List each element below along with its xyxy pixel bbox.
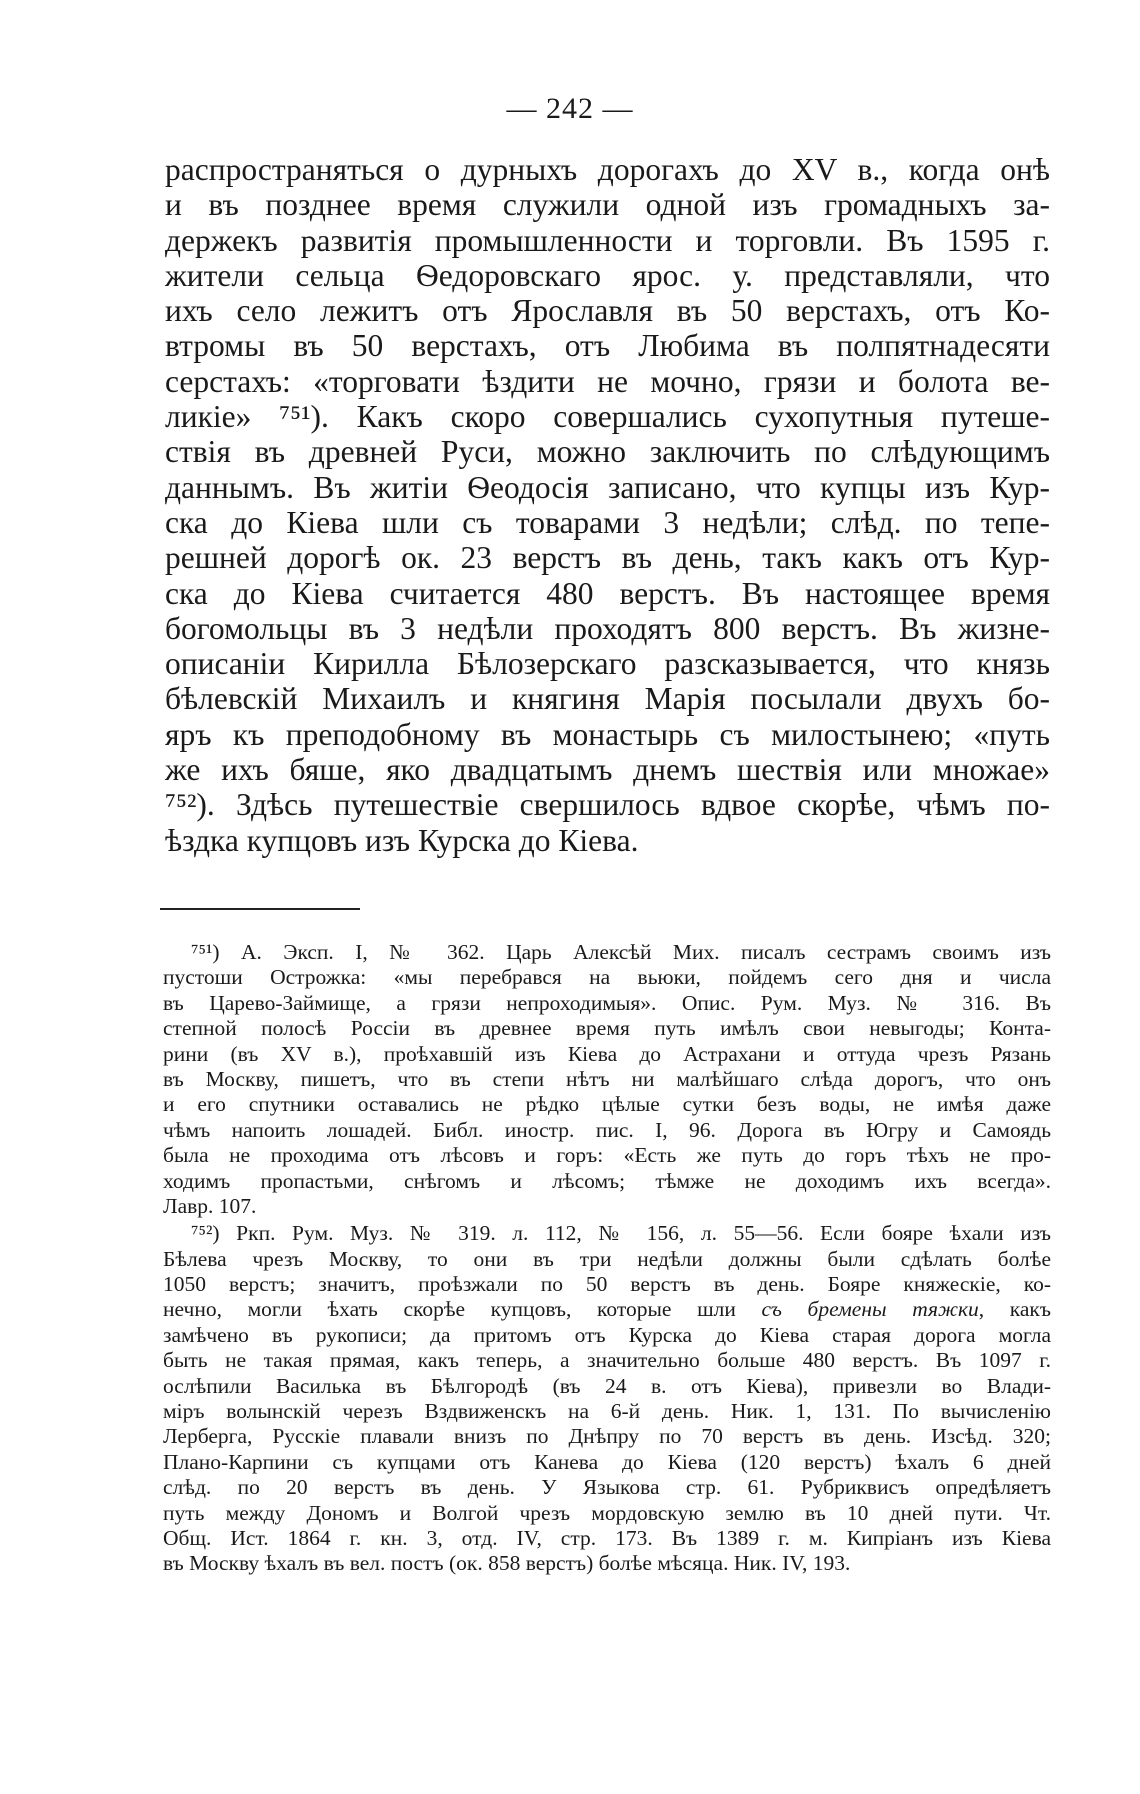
footnote-line: и его спутники оставались не рѣдко цѣлые сутки безъ воды, не имѣя даже: [163, 1092, 1051, 1117]
footnote-line: была не проходима отъ лѣсовъ и горъ: «Есть же путь до горъ тѣхъ не про-: [163, 1143, 1051, 1168]
text-line: жители сельца Ѳедоровскаго ярос. у. представляли, что: [165, 257, 1050, 293]
footnote-line: міръ волынскій черезъ Вздвиженскъ на 6-й день. Ник. 1, 131. По вычисленію: [163, 1399, 1051, 1424]
footnote-line: чѣмъ напоить лошадей. Библ. иностр. пис. I, 96. Дорога въ Югру и Самоядь: [163, 1117, 1051, 1142]
text-line: ѣздка купцовъ изъ Курска до Кіева.: [165, 822, 639, 858]
footnote-line: слѣд. по 20 верстъ въ день. У Языкова стр. 61. Рубриквисъ опредѣляетъ: [163, 1475, 1051, 1500]
footnote-line: ходимъ пропастьми, снѣгомъ и лѣсомъ; тѣмже не доходимъ ихъ всегда».: [163, 1168, 1051, 1193]
footnote-line: замѣчено въ рукописи; да притомъ отъ Курска до Кіева старая дорога могла: [163, 1322, 1051, 1347]
text-line: даннымъ. Въ житіи Ѳеодосія записано, что купцы изъ Кур-: [165, 469, 1050, 505]
text-line: ствія въ древней Руси, можно заключить по слѣдующимъ: [165, 434, 1050, 470]
text-line: и въ позднее время служили одной изъ громадныхъ за-: [165, 187, 1050, 223]
page-number: — 242 —: [506, 92, 634, 125]
text-line: втромы въ 50 верстахъ, отъ Любима въ полпятнадесяти: [165, 328, 1050, 364]
text-line: ска до Кіева шли съ товарами 3 недѣли; слѣд. по тепе-: [165, 504, 1050, 540]
footnote-line: въ Москву, пишетъ, что въ степи нѣтъ ни малѣйшаго слѣда дорогъ, что онъ: [163, 1066, 1051, 1091]
text-line: распространяться о дурныхъ дорогахъ до XV в., когда онѣ: [165, 152, 1050, 187]
text-line: серстахъ: «торговати ѣздити не мочно, грязи и болота ве-: [165, 363, 1050, 399]
footnote-line: рини (въ XV в.), проѣхавшій изъ Кіева до Астрахани и оттуда чрезъ Рязань: [163, 1041, 1051, 1066]
footnote-line: въ Москву ѣхалъ въ вел. постъ (ок. 858 верстъ) болѣе мѣсяца. Ник. IV, 193.: [163, 1551, 851, 1576]
footnote-line: Общ. Ист. 1864 г. кн. 3, отд. IV, стр. 173. Въ 1389 г. м. Кипріанъ изъ Кіева: [163, 1525, 1051, 1550]
text-line: решней дорогѣ ок. 23 верстъ въ день, такъ какъ отъ Кур-: [165, 540, 1050, 576]
footnote-line: [163, 1297, 1051, 1322]
footnote-divider: [160, 908, 360, 910]
footnote-line: въ Царево-Займище, а грязи непроходимыя». Опис. Рум. Муз. № 316. Въ: [163, 990, 1051, 1015]
text-line: ска до Кіева считается 480 верстъ. Въ настоящее время: [165, 575, 1050, 611]
footnote-751: [163, 940, 1051, 1219]
footnote-line: Плано-Карпини съ купцами отъ Канева до Кіева (120 верстъ) ѣхалъ 6 дней: [163, 1449, 1051, 1474]
text-line: богомольцы въ 3 недѣли проходятъ 800 верстъ. Въ жизне-: [165, 610, 1050, 646]
footnote-line: степной полосѣ Россіи въ древнее время путь имѣлъ свои невыгоды; Конта-: [163, 1016, 1051, 1041]
footnotes-block: [163, 940, 1051, 1577]
footnote-line: пустоши Острожка: «мы перебрався на вьюки, пойдемъ сего дня и числа: [163, 965, 1051, 990]
text-line: яръ къ преподобному въ монастырь съ милостынею; «путь: [165, 716, 1050, 752]
footnote-line: ⁷⁵²) Ркп. Рум. Муз. № 319. л. 112, № 156, л. 55—56. Если бояре ѣхали изъ: [191, 1221, 1051, 1246]
footnote-line: Лерберга, Русскіе плавали внизъ по Днѣпру по 70 верстъ въ день. Изсѣд. 320;: [163, 1424, 1051, 1449]
footnote-line: путь между Дономъ и Волгой чрезъ мордовскую землю въ 10 дней пути. Чт.: [163, 1500, 1051, 1525]
footnote-line: Лавр. 107.: [163, 1193, 257, 1218]
text-line: ихъ село лежитъ отъ Ярославля въ 50 верстахъ, отъ Ко-: [165, 293, 1050, 329]
main-text-block: [165, 152, 1050, 858]
text-line: же ихъ бяше, яко двадцатымъ днемъ шествія или множае»: [165, 752, 1050, 788]
footnote-line-start: нечно, могли ѣхать скорѣе купцовъ, которые шли: [163, 1297, 762, 1322]
italic-quote: съ бремены тяжки: [761, 1297, 979, 1322]
footnote-line-end: , какъ: [978, 1297, 1051, 1322]
text-line: ⁷⁵²). Здѣсь путешествіе свершилось вдвое скорѣе, чѣмъ по-: [165, 787, 1050, 823]
text-line: описаніи Кирилла Бѣлозерскаго разсказывается, что князь: [165, 646, 1050, 682]
text-line: бѣлевскій Михаилъ и княгиня Марія посылали двухъ бо-: [165, 681, 1050, 717]
footnote-line: 1050 верстъ; значитъ, проѣзжали по 50 верстъ въ день. Бояре княжескіе, ко-: [163, 1272, 1051, 1297]
text-line: ликіе» ⁷⁵¹). Какъ скоро совершались сухопутныя путеше-: [165, 399, 1050, 435]
footnote-line: ослѣпили Василька въ Бѣлгородѣ (въ 24 в. отъ Кіева), привезли во Влади-: [163, 1373, 1051, 1398]
footnote-752: [163, 1221, 1051, 1576]
footnote-line: Бѣлева чрезъ Москву, то они въ три недѣли должны были сдѣлать болѣе: [163, 1246, 1051, 1271]
footnote-line: ⁷⁵¹) А. Эксп. I, № 362. Царь Алексѣй Мих. писалъ сестрамъ своимъ изъ: [191, 940, 1051, 964]
footnote-line: быть не такая прямая, какъ теперь, а значительно больше 480 верстъ. Въ 1097 г.: [163, 1348, 1051, 1373]
text-line: держекъ развитія промышленности и торговли. Въ 1595 г.: [165, 222, 1050, 258]
